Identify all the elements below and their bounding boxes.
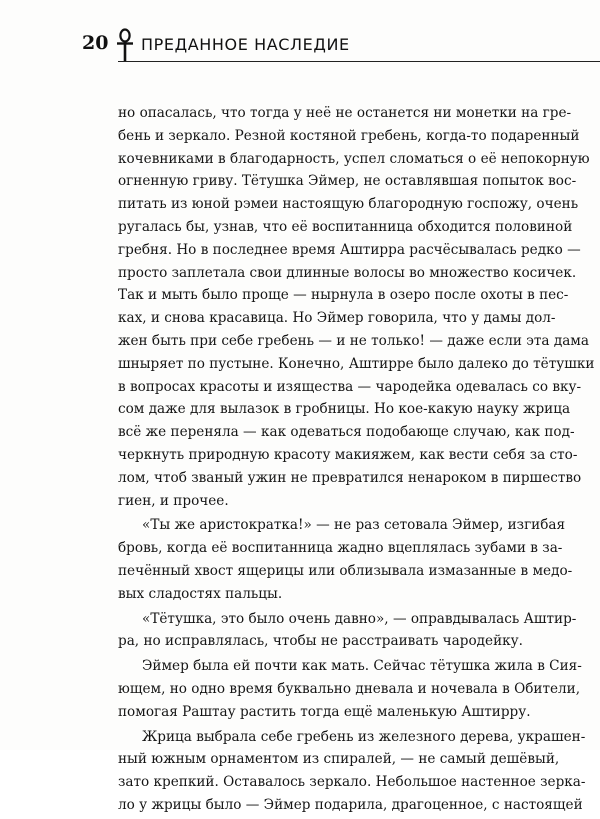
text-line: Так и мыть было проще — нырнула в озеро после охоты в пес- bbox=[118, 287, 569, 304]
text-line: огненную гриву. Тётушка Эймер, не оставлявшая попыток вос- bbox=[118, 173, 577, 190]
text-line: но опасалась, что тогда у неё не останется ни монетки на гре- bbox=[118, 105, 572, 121]
text-line: сом даже для вылазок в гробницы. Но кое-какую науку жрица bbox=[118, 401, 571, 418]
text-line: вых сладостях пальцы. bbox=[118, 585, 283, 602]
text-line: ный южным орнаментом из спиралей, — не самый дешёвый, bbox=[118, 751, 560, 768]
text-line: лом, чтоб званый ужин не превратился ненароком в пиршество bbox=[118, 469, 582, 486]
paragraph bbox=[118, 102, 595, 512]
body-text bbox=[118, 102, 595, 819]
text-line: ра, но исправлялась, чтобы не расстраивать чародейку. bbox=[118, 633, 523, 650]
text-line: печённый хвост ящерицы или облизывала измазанные в медо- bbox=[118, 562, 573, 579]
header-rule bbox=[118, 61, 600, 62]
text-line: просто заплетала свои длинные волосы во множество косичек. bbox=[118, 264, 577, 281]
ankh-icon bbox=[116, 28, 134, 62]
paragraph bbox=[118, 655, 582, 723]
text-line: зато крепкий. Оставалось зеркало. Небольшое настенное зерка- bbox=[118, 774, 586, 791]
text-line: гиен, и прочее. bbox=[118, 492, 229, 509]
text-line: бень и зеркало. Резной костяной гребень, когда-то подаренный bbox=[118, 127, 580, 144]
running-title: ПРЕДАННОЕ НАСЛЕДИЕ bbox=[141, 35, 350, 54]
text-line: жен быть при себе гребень — и не только! — даже если эта дама bbox=[118, 332, 589, 349]
paragraph bbox=[118, 726, 586, 817]
text-line: гребня. Но в последнее время Аштирра расчёсывалась редко — bbox=[118, 241, 581, 258]
paragraph bbox=[118, 608, 577, 654]
text-line: ках, и снова красавица. Но Эймер говорила, что у дамы дол- bbox=[118, 310, 556, 327]
text-line: Жрица выбрала себе гребень из железного дерева, украшен- bbox=[142, 728, 586, 745]
text-line: шныряет по пустыне. Конечно, Аштирре было далеко до тётушки bbox=[118, 355, 595, 372]
text-line: «Тётушка, это было очень давно», — оправдывалась Аштир- bbox=[142, 610, 577, 627]
text-line: черкнуть природную красоту макияжем, как вести себя за сто- bbox=[118, 446, 578, 463]
text-line: ругалась бы, узнав, что её воспитанница обходится половиной bbox=[118, 218, 573, 235]
text-line: бровь, когда её воспитанница жадно вцеплялась зубами в за- bbox=[118, 540, 563, 557]
text-line: питать из юной рэмеи настоящую благородную госпожу, очень bbox=[118, 196, 579, 213]
text-line: в вопросах красоты и изящества — чародейка одевалась со вку- bbox=[118, 378, 582, 395]
text-line: ющем, но одно время буквально дневала и ночевала в Обители, bbox=[118, 680, 581, 697]
running-header bbox=[0, 28, 600, 64]
paragraph bbox=[118, 514, 573, 605]
text-line: всё же переняла — как одеваться подобающе случаю, как под- bbox=[118, 424, 575, 441]
text-line: Эймер была ей почти как мать. Сейчас тётушка жила в Сия- bbox=[142, 658, 582, 675]
page-number: 20 bbox=[82, 32, 109, 54]
text-line: кочевниками в благодарность, успел сломаться о её непокорную bbox=[118, 150, 590, 167]
text-line: помогая Раштау растить тогда ещё маленькую Аштирру. bbox=[118, 703, 531, 720]
text-line: «Ты же аристократка!» — не раз сетовала Эймер, изгибая bbox=[142, 517, 566, 534]
text-line: ло у жрицы было — Эймер подарила, драгоценное, с настоящей bbox=[118, 796, 583, 813]
